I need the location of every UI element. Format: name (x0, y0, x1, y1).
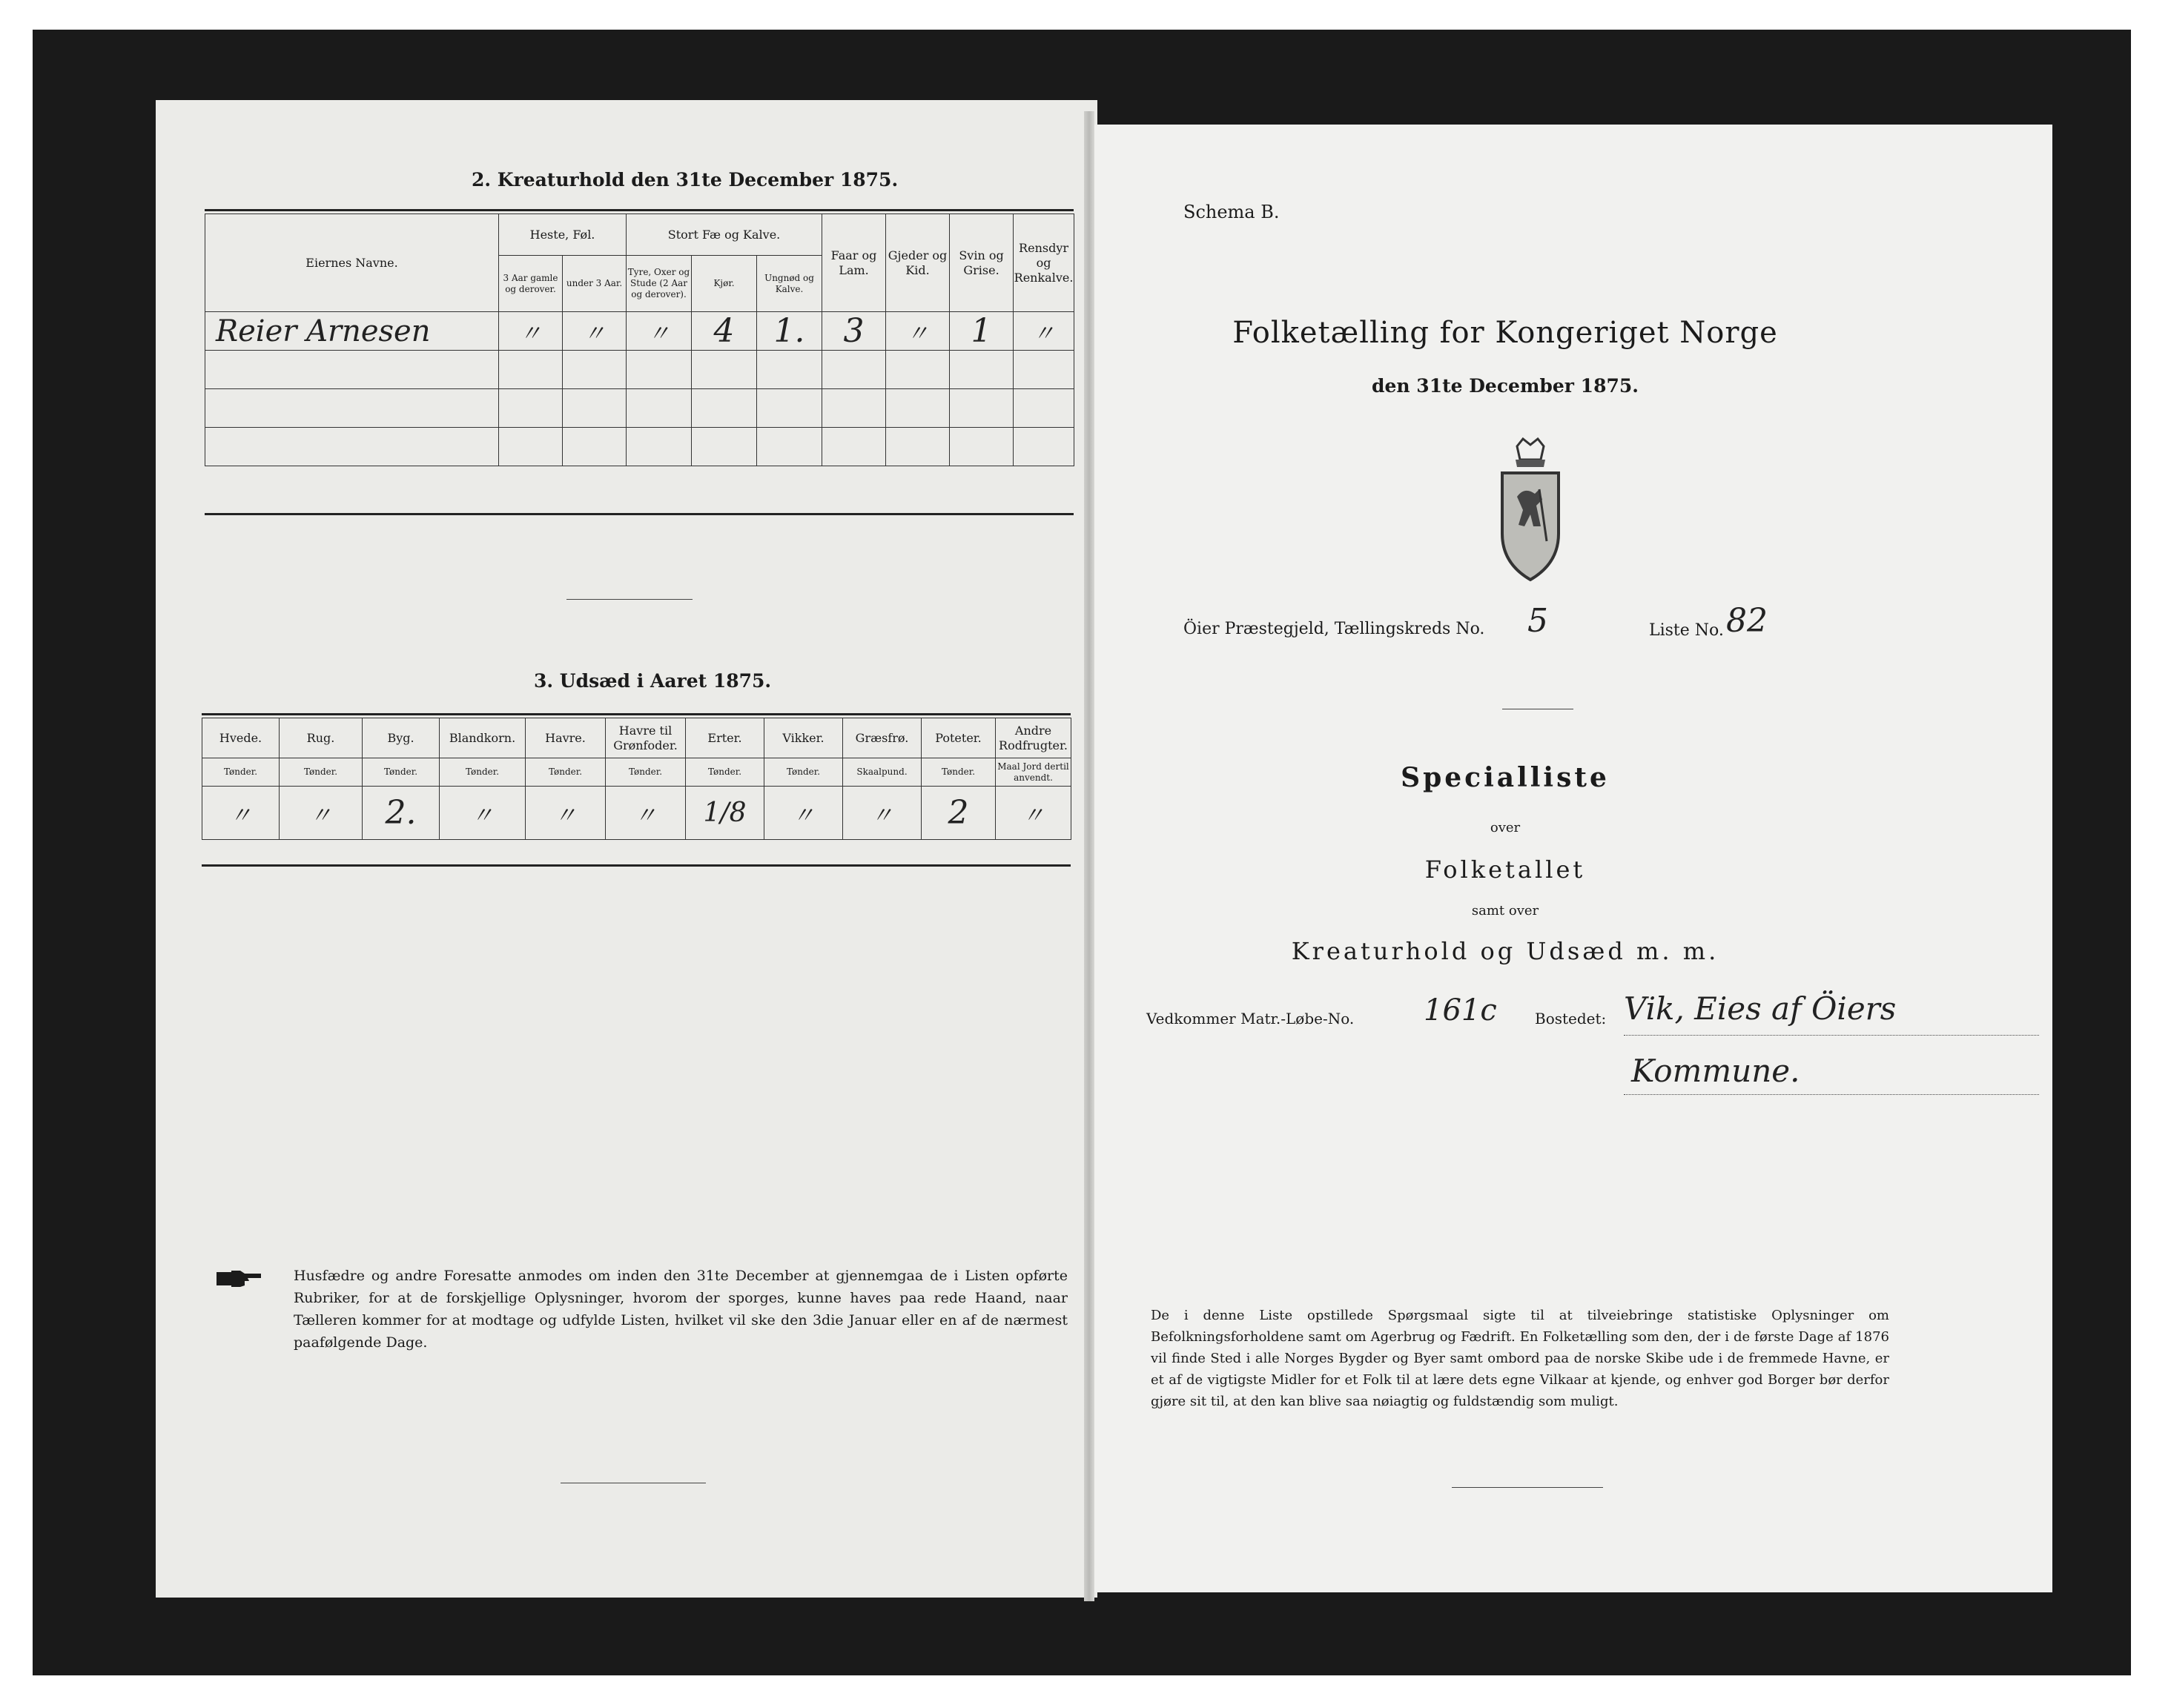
header-heste-under3: under 3 Aar. (563, 256, 627, 312)
value-gjeder: 〃 (886, 312, 950, 351)
header-heste: Heste, Føl. (499, 214, 627, 256)
unit-blandkorn: Tønder. (440, 758, 526, 787)
value-erter: 1/8 (686, 787, 764, 840)
header-faar: Faar og Lam. (822, 214, 886, 312)
section2-top-rule (205, 209, 1074, 211)
header-kjor: Kjør. (692, 256, 757, 312)
footer-explanation: De i denne Liste opstillede Spørgsmaal sigte til at tilveiebringe statistiske Oplysninger om Befolkningsforholdene samt om Agerbrug og Fædrift. En Folketælling som den, der i de første Dage af 1876 vil finde Sted i alle Norges Bygder og Byer samt ombord paa de norske Skibe ude i de fremmede Havne, er et af de vigtigste Midler for et Folk til at lære dets egne Vilkaar at kjende, og enhver god Borger bør derfor gjøre sit til, at den kan blive saa nøiagtig og fuldstændig som muligt. (1151, 1308, 1889, 1409)
table-row (205, 389, 1074, 428)
document-title: Folketælling for Kongeriget Norge (1232, 316, 1778, 350)
specialliste-heading (1186, 762, 1824, 793)
value-hvede: 〃 (202, 787, 280, 840)
matr-label: Vedkommer Matr.-Løbe-No. (1146, 1010, 1355, 1027)
page-gutter (1084, 111, 1094, 1601)
section3-title: 3. Udsæd i Aaret 1875. (534, 670, 772, 692)
prestegjeld-label: Præstegjeld, (1224, 620, 1329, 638)
table-row (205, 351, 1074, 389)
folketallet-heading: Folketallet (1424, 855, 1586, 884)
section2-bottom-rule (205, 513, 1074, 515)
unit-byg: Tønder. (363, 758, 440, 787)
bostedet-underline-2 (1624, 1094, 2039, 1095)
kreds-label: Tællingskreds No. (1334, 620, 1485, 638)
value-tyre: 〃 (627, 312, 692, 351)
table-row (205, 428, 1074, 466)
header-hvede: Hvede. (202, 718, 280, 758)
value-heste-over3: 〃 (499, 312, 563, 351)
header-blandkorn: Blandkorn. (440, 718, 526, 758)
table-row (202, 787, 1071, 840)
value-havre-gronfoder: 〃 (606, 787, 686, 840)
header-graesfro: Græsfrø. (843, 718, 922, 758)
bostedet-label: Bostedet: (1535, 1010, 1607, 1027)
liste-label: Liste No. (1649, 621, 1724, 640)
pointing-hand-icon (215, 1268, 262, 1290)
unit-havre-gronfoder: Tønder. (606, 758, 686, 787)
value-graesfro: 〃 (843, 787, 922, 840)
value-byg: 2. (363, 787, 440, 840)
value-vikker: 〃 (764, 787, 843, 840)
section3-top-rule (202, 713, 1071, 715)
value-heste-under3: 〃 (563, 312, 627, 351)
header-tyre-oxer: Tyre, Oxer og Stude (2 Aar og derover). (627, 256, 692, 312)
value-havre: 〃 (526, 787, 606, 840)
coat-of-arms-icon (1495, 437, 1566, 583)
unit-havre: Tønder. (526, 758, 606, 787)
table-row (205, 312, 1074, 351)
header-heste-over3: 3 Aar gamle og derover. (499, 256, 563, 312)
section2-title: 2. Kreaturhold den 31te December 1875. (472, 169, 899, 191)
header-gjeder: Gjeder og Kid. (886, 214, 950, 312)
liste-value: 82 (1726, 602, 1768, 640)
kreaturhold-table (205, 214, 1074, 466)
unit-rug: Tønder. (280, 758, 363, 787)
header-rug: Rug. (280, 718, 363, 758)
parish-name: Öier (1183, 620, 1220, 638)
unit-poteter: Tønder. (922, 758, 996, 787)
owner-name: Reier Arnesen (205, 312, 499, 351)
header-erter: Erter. (686, 718, 764, 758)
header-havre-gronfoder: Havre til Grønfoder. (606, 718, 686, 758)
unit-erter: Tønder. (686, 758, 764, 787)
header-andre-rodfrugter: Andre Rodfrugter. (996, 718, 1071, 758)
specialliste-text: Specialliste (1401, 762, 1610, 793)
header-ungnod: Ungnød og Kalve. (757, 256, 822, 312)
value-svin: 1 (950, 312, 1014, 351)
value-rug: 〃 (280, 787, 363, 840)
bostedet-value-line2: Kommune. (1631, 1053, 1800, 1089)
value-andre-rodfrugter: 〃 (996, 787, 1071, 840)
header-svin: Svin og Grise. (950, 214, 1014, 312)
value-poteter: 2 (922, 787, 996, 840)
udsaed-table (202, 718, 1071, 840)
header-eiernes-navne: Eiernes Navne. (205, 214, 499, 312)
bostedet-underline-1 (1624, 1035, 2039, 1036)
matr-value: 161c (1424, 993, 1497, 1027)
samt-over-text: samt over (1471, 903, 1539, 918)
kreaturhold-heading: Kreaturhold og Udsæd m. m. (1291, 937, 1719, 965)
bostedet-value-line1: Vik, Eies af Öiers (1624, 990, 1897, 1027)
value-faar: 3 (822, 312, 886, 351)
value-kjor: 4 (692, 312, 757, 351)
instruction-notice: Husfædre og andre Foresatte anmodes om inden den 31te December at gjennemgaa de i Listen opførte Rubriker, for at de forskjellige Oplysninger, hvorom der sporges, kunne haves paa rede Haand, naar Tælleren kommer for at modtage og udfylde Listen, hvilket vil ske den 3die Januar eller en af de nærmest paafølgende Dage. (294, 1268, 1068, 1351)
header-rensdyr: Rensdyr og Renkalve. (1014, 214, 1074, 312)
unit-andre-rodfrugter: Maal Jord dertil anvendt. (996, 758, 1071, 787)
unit-vikker: Tønder. (764, 758, 843, 787)
value-blandkorn: 〃 (440, 787, 526, 840)
bottom-divider-right (1452, 1487, 1603, 1488)
unit-hvede: Tønder. (202, 758, 280, 787)
header-stort-fae: Stort Fæ og Kalve. (627, 214, 822, 256)
header-byg: Byg. (363, 718, 440, 758)
value-rensdyr: 〃 (1014, 312, 1074, 351)
header-vikker: Vikker. (764, 718, 843, 758)
schema-label: Schema B. (1183, 202, 1280, 222)
section3-bottom-rule (202, 864, 1071, 867)
unit-graesfro: Skaalpund. (843, 758, 922, 787)
kreds-value: 5 (1527, 602, 1548, 640)
divider-short (566, 599, 693, 600)
parish-line (1183, 620, 1484, 638)
header-poteter: Poteter. (922, 718, 996, 758)
value-ungnod: 1. (757, 312, 822, 351)
document-date: den 31te December 1875. (1372, 375, 1639, 397)
over-text-1: over (1490, 820, 1521, 835)
header-havre: Havre. (526, 718, 606, 758)
